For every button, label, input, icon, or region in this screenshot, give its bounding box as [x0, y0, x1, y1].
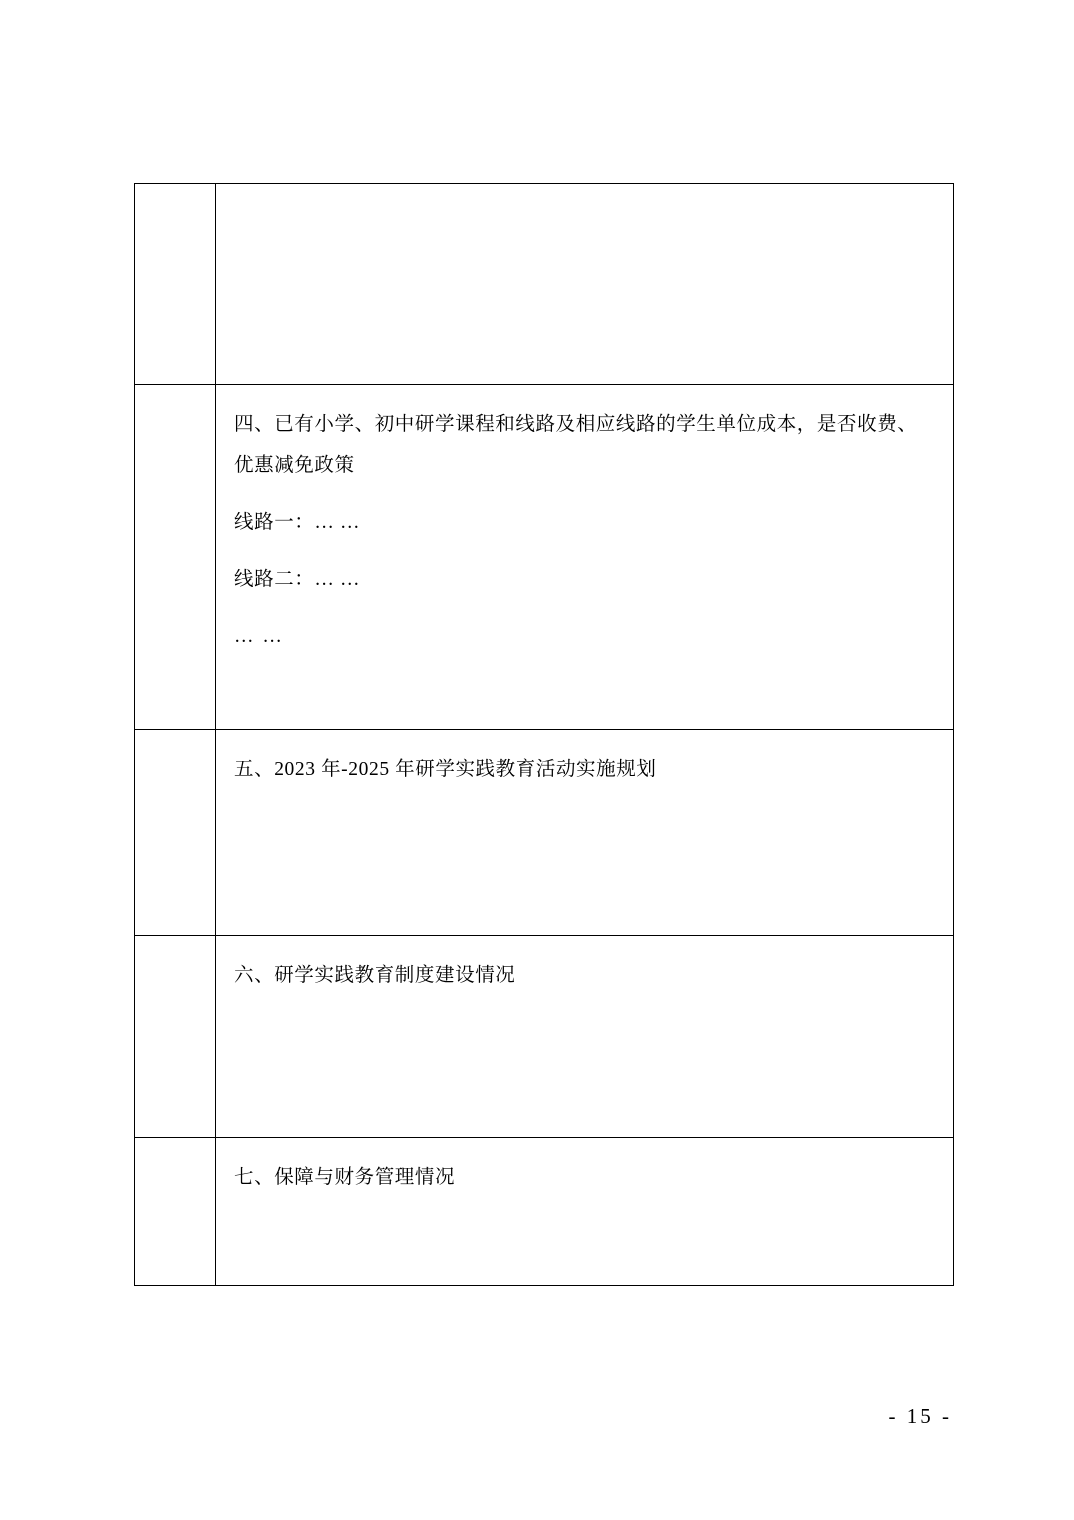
table-row — [135, 730, 954, 936]
row-label-cell-section-seven — [135, 1138, 216, 1286]
table-row — [135, 1138, 954, 1286]
table-row — [135, 385, 954, 730]
section-four-route-two: 线路二：… … — [234, 568, 361, 590]
row-content-cell-section-four — [216, 385, 954, 730]
row-label-cell-section-four — [135, 385, 216, 730]
table-row — [135, 184, 954, 385]
section-seven-heading: 七、保障与财务管理情况 — [234, 1167, 456, 1188]
page-number: - 15 - — [888, 1404, 952, 1428]
empty-content — [216, 184, 953, 222]
row-label-cell-section-six — [135, 936, 216, 1138]
row-label-cell-section-five — [135, 730, 216, 936]
form-table — [134, 183, 954, 1286]
row-content-cell-section-seven — [216, 1138, 954, 1286]
row-content-cell-empty — [216, 184, 954, 385]
section-five-content — [216, 730, 953, 809]
section-five-heading: 五、2023 年-2025 年研学实践教育活动实施规划 — [234, 759, 657, 780]
section-four-ellipsis: … … — [234, 625, 284, 647]
row-label-cell-empty — [135, 184, 216, 385]
section-four-route-one: 线路一：… … — [234, 511, 361, 533]
section-seven-content — [216, 1138, 953, 1217]
section-four-heading: 四、已有小学、初中研学课程和线路及相应线路的学生单位成本，是否收费、优惠减免政策 — [234, 414, 918, 476]
section-six-content — [216, 936, 953, 1015]
section-six-heading: 六、研学实践教育制度建设情况 — [234, 965, 516, 986]
row-content-cell-section-five — [216, 730, 954, 936]
row-content-cell-section-six — [216, 936, 954, 1138]
table-row — [135, 936, 954, 1138]
section-four-content — [216, 385, 953, 676]
